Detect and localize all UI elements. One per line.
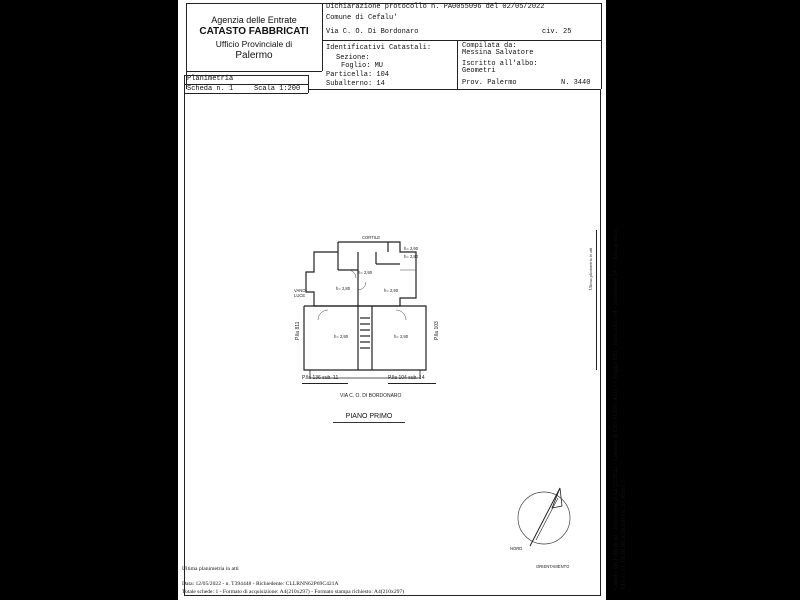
subalterno-value: Subalterno: 14 bbox=[326, 80, 385, 88]
albo-value: Geometri bbox=[462, 67, 496, 75]
left-sub-label: P.lla 136 sub. 11 bbox=[302, 375, 339, 381]
right-parcel-label: P.lla 103 bbox=[434, 321, 440, 340]
scheda-label: Scheda n. 1 bbox=[187, 85, 234, 93]
province-name: Palermo bbox=[235, 50, 273, 61]
comune-text: Comune di Cefalu' bbox=[326, 14, 398, 22]
side-caption bbox=[612, 210, 628, 590]
floor-title-box bbox=[333, 413, 405, 423]
footer-note: Ultima planimetria in atti bbox=[182, 566, 239, 572]
street-label: VIA C. O. DI BORDONARO bbox=[340, 393, 402, 399]
footer-request: Data: 12/05/2022 - n. T394448 - Richiedente: CLLRNN62P69C421A bbox=[182, 581, 339, 587]
vano-luce-label: VANO LUCE bbox=[294, 288, 306, 298]
office-title: CATASTO FABBRICATI bbox=[199, 26, 309, 37]
compass-orientation: ORIENTAMENTO bbox=[536, 564, 570, 569]
height-label-6: h= 2,90 bbox=[334, 334, 349, 339]
albo-label: Iscritto all'albo: bbox=[462, 60, 538, 68]
floor-title: PIANO PRIMO bbox=[345, 413, 393, 420]
height-label-1: h= 2,90 bbox=[404, 246, 419, 251]
particella-value: Particella: 104 bbox=[326, 71, 390, 79]
height-label-2: h= 2,80 bbox=[404, 254, 419, 259]
sezione-label: Sezione: bbox=[336, 54, 370, 62]
side-caption-line1: Catasto dei Fabbricati - Situazione al 12/05/2022 - Comune di CEFALU'(C421) - < Foglio MU - Particella 104 - Subalterno 14 > - Una grafica bbox=[612, 230, 619, 590]
cortile-label: CORTILE bbox=[362, 235, 381, 240]
foglio-value: Foglio: MU bbox=[341, 62, 384, 70]
province-office: Ufficio Provinciale di bbox=[215, 39, 293, 49]
footer-format: Totale schede: 1 - Formato di acquisizione: A4(210x297) - Formato stampa richiesto: A4(210x297) bbox=[182, 589, 405, 595]
right-sub-label: P.lla 104 sub. 14 bbox=[388, 375, 425, 381]
height-label-5: h= 2,90 bbox=[358, 270, 373, 275]
height-label-3: h= 2,80 bbox=[336, 286, 351, 291]
compiler-province: Prov. Palermo bbox=[462, 79, 517, 87]
left-parcel-label: P.lla 811 bbox=[295, 321, 301, 340]
compiler-name: Messina Salvatore bbox=[462, 49, 534, 57]
declaration-text: Dichiarazione protocollo n. PA0055096 del 02/05/2022 bbox=[326, 3, 545, 11]
identifiers-title: Identificativi Catastali: bbox=[326, 44, 432, 52]
civic-number: civ. 25 bbox=[542, 28, 572, 36]
planimetria-label: Planimetria bbox=[187, 75, 234, 83]
agency-block bbox=[186, 14, 322, 62]
scala-label: Scala 1:200 bbox=[254, 85, 301, 93]
address-text: Via C. O. Di Bordonaro bbox=[326, 28, 419, 36]
side-caption-line2: VIA C. O. DI BORDONARO n. 25 Piano 1 bbox=[620, 479, 627, 590]
compiler-label: Compilata da: bbox=[462, 42, 517, 50]
compiler-number: N. 3440 bbox=[561, 79, 591, 87]
height-label-7: h= 2,90 bbox=[394, 334, 409, 339]
agency-name: Agenzia delle Entrate bbox=[211, 15, 297, 25]
compass-north: NORD bbox=[510, 546, 523, 551]
height-label-4: h= 2,90 bbox=[384, 288, 399, 293]
cadastral-sheet bbox=[178, 0, 606, 600]
side-mark: Ultima planimetria in atti bbox=[588, 247, 593, 290]
